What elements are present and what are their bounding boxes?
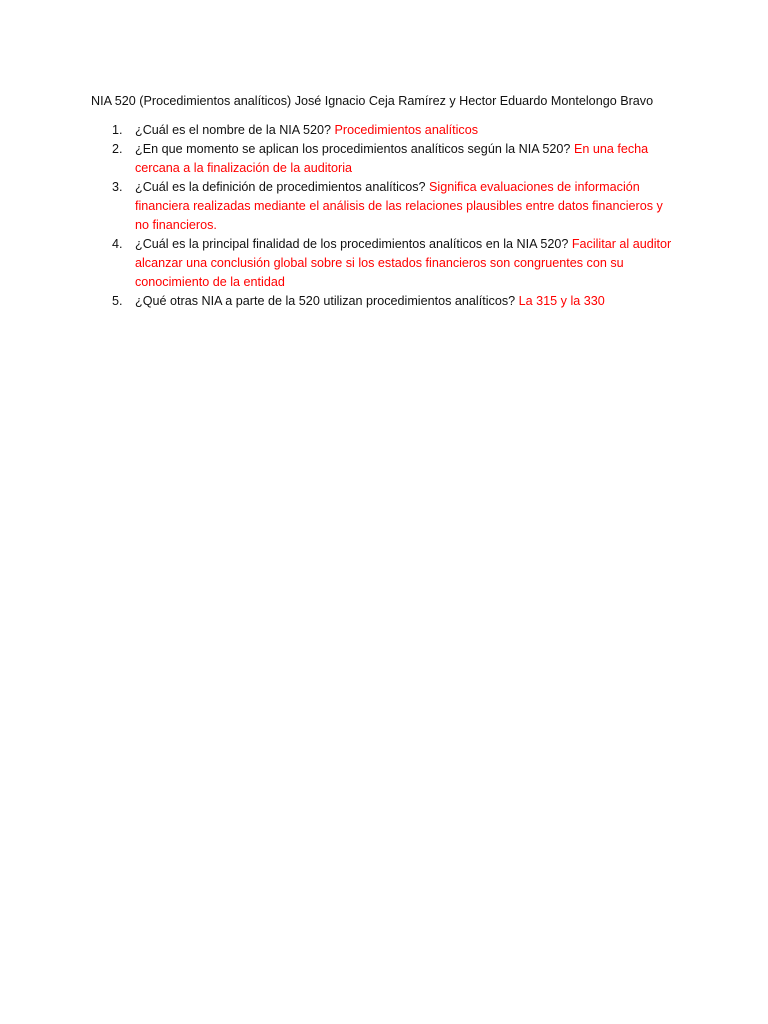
question-text: ¿Qué otras NIA a parte de la 520 utilizan procedimientos analíticos? xyxy=(135,294,519,308)
question-text: ¿Cuál es el nombre de la NIA 520? xyxy=(135,123,335,137)
answer-text: Procedimientos analíticos xyxy=(334,123,479,137)
list-item-4 xyxy=(91,235,691,292)
item-number: 2. xyxy=(112,142,123,156)
item-text xyxy=(135,292,675,311)
document-title: NIA 520 (Procedimientos analíticos) José Ignacio Ceja Ramírez y Hector Eduardo Montelongo Bravo xyxy=(91,94,654,108)
question-text: ¿En que momento se aplican los procedimientos analíticos según la NIA 520? xyxy=(135,142,574,156)
item-number: 1. xyxy=(112,123,123,137)
answer-text: La 315 y la 330 xyxy=(518,294,605,308)
list-item-3 xyxy=(91,178,691,235)
item-text xyxy=(135,235,675,292)
item-text xyxy=(135,121,675,140)
question-text: ¿Cuál es la definición de procedimientos analíticos? xyxy=(135,180,430,194)
answer-text: Significa evaluaciones de información financiera realizadas mediante el análisis de las relaciones plausibles entre datos financieros y no financieros. xyxy=(135,180,663,232)
question-text: ¿Cuál es la principal finalidad de los procedimientos analíticos en la NIA 520? xyxy=(135,237,572,251)
list-item-1 xyxy=(91,121,691,140)
question-answer-list xyxy=(91,121,691,311)
list-item-2 xyxy=(91,140,691,178)
answer-text: Facilitar al auditor alcanzar una conclusión global sobre si los estados financieros son congruentes con su conocimiento de la entidad xyxy=(135,237,672,289)
item-number: 5. xyxy=(112,294,123,308)
item-text xyxy=(135,178,675,235)
item-text xyxy=(135,140,675,178)
list-item-5 xyxy=(91,292,691,311)
item-number: 4. xyxy=(112,237,123,251)
item-number: 3. xyxy=(112,180,123,194)
answer-text: En una fecha cercana a la finalización de la auditoria xyxy=(135,142,649,175)
